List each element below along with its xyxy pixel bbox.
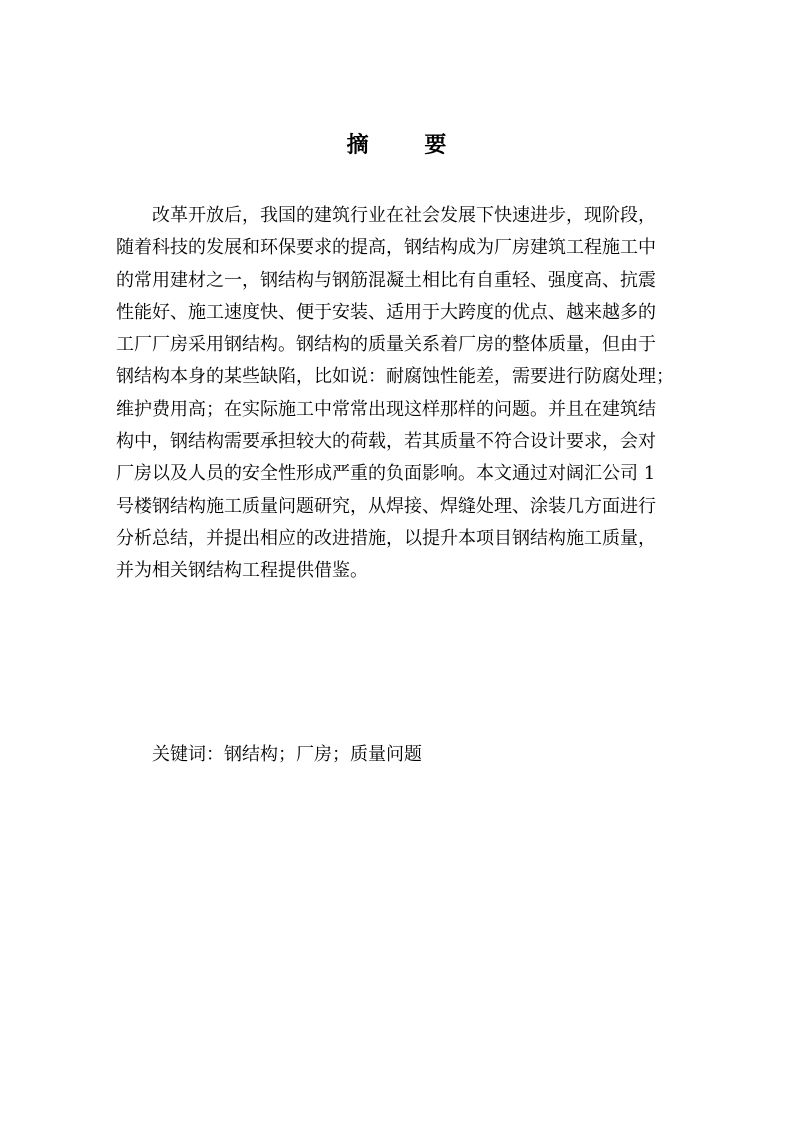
abstract-line: 随着科技的发展和环保要求的提高，钢结构成为厂房建筑工程施工中 xyxy=(116,237,656,259)
abstract-line: 构中，钢结构需要承担较大的荷载，若其质量不符合设计要求，会对 xyxy=(116,431,656,453)
abstract-line: 工厂厂房采用钢结构。钢结构的质量关系着厂房的整体质量，但由于 xyxy=(116,334,656,356)
abstract-line: 并为相关钢结构工程提供借鉴。 xyxy=(116,560,368,582)
abstract-line: 改革开放后，我国的建筑行业在社会发展下快速进步，现阶段， xyxy=(152,205,656,226)
abstract-line: 号楼钢结构施工质量问题研究，从焊接、焊缝处理、涂装几方面进行 xyxy=(116,495,656,517)
abstract-title: 摘 要 xyxy=(346,133,471,158)
abstract-line: 钢结构本身的某些缺陷，比如说：耐腐蚀性能差，需要进行防腐处理； xyxy=(116,366,674,388)
abstract-line: 性能好、施工速度快、便于安装、适用于大跨度的优点、越来越多的 xyxy=(116,301,656,323)
keywords-value: 钢结构；厂房；质量问题 xyxy=(224,744,422,765)
abstract-line: 的常用建材之一，钢结构与钢筋混凝土相比有自重轻、强度高、抗震 xyxy=(116,269,656,291)
abstract-line: 厂房以及人员的安全性形成严重的负面影响。本文通过对阔汇公司 1 xyxy=(116,463,656,485)
abstract-line: 分析总结，并提出相应的改进措施，以提升本项目钢结构施工质量， xyxy=(116,527,656,549)
keywords-label: 关键词： xyxy=(152,744,224,765)
keywords-line xyxy=(152,739,422,771)
abstract-body xyxy=(116,200,681,588)
abstract-line: 维护费用高；在实际施工中常常出现这样那样的问题。并且在建筑结 xyxy=(116,398,656,420)
